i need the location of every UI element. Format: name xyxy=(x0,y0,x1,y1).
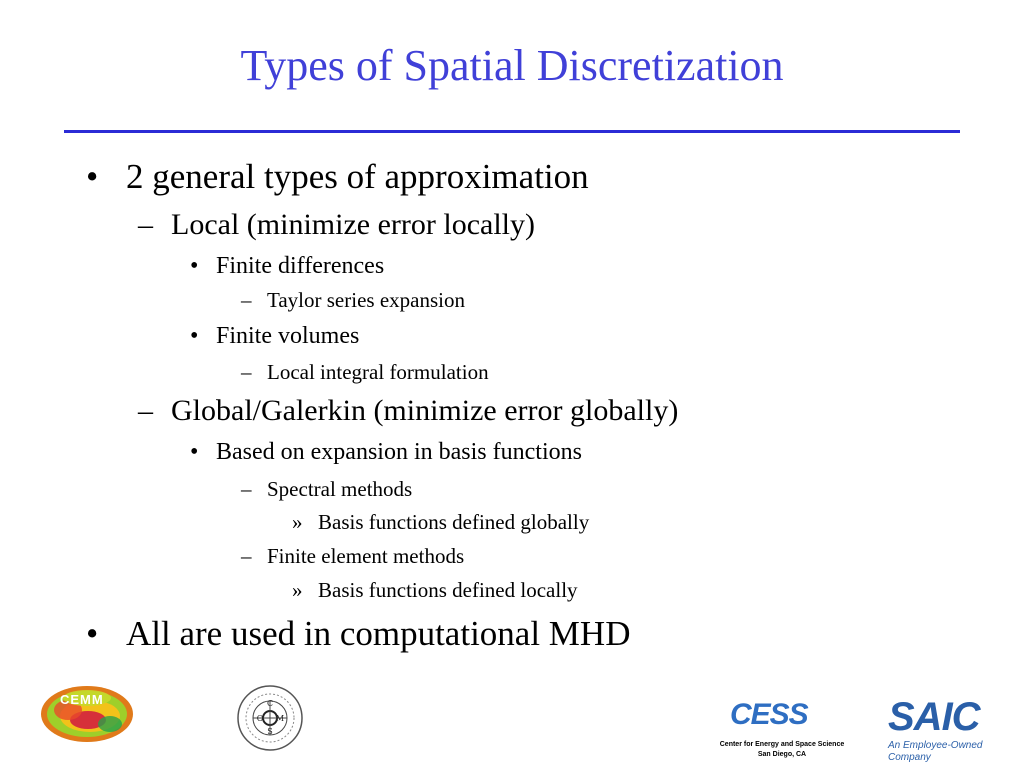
seal-letter: C xyxy=(266,699,274,708)
list-item xyxy=(86,157,589,197)
cemm-torus-graphic xyxy=(38,680,136,746)
list-item xyxy=(241,287,465,313)
cess-wordmark: CESS xyxy=(730,698,808,731)
seal-letter: S xyxy=(267,727,273,736)
cemm-wordmark: CEMM xyxy=(60,692,104,707)
bullet-marker: – xyxy=(241,544,252,568)
list-item xyxy=(190,321,360,351)
cess-caption-line2: San Diego, CA xyxy=(757,751,807,758)
list-item xyxy=(241,543,465,569)
bullet-marker: – xyxy=(241,288,252,312)
bullet-marker: – xyxy=(138,394,153,427)
list-item-text: Finite differences xyxy=(216,253,385,279)
bullet-marker: • xyxy=(86,614,99,653)
list-item-text: Basis functions defined globally xyxy=(318,510,590,534)
seal-letter: O xyxy=(256,714,264,723)
cemm-logo xyxy=(38,680,136,746)
list-item xyxy=(138,207,535,243)
bullet-marker: • xyxy=(190,323,199,349)
bullet-marker: • xyxy=(190,439,199,465)
cmso-seal xyxy=(236,684,304,752)
list-item-text: Global/Galerkin (minimize error globally) xyxy=(171,394,679,427)
list-item-text: Based on expansion in basis functions xyxy=(216,439,582,465)
list-item xyxy=(241,359,489,385)
list-item xyxy=(86,614,631,654)
list-item xyxy=(292,509,590,535)
bullet-marker: – xyxy=(138,208,153,241)
saic-tagline: An Employee-Owned Company xyxy=(888,740,983,763)
list-item-text: Spectral methods xyxy=(267,477,413,501)
cmso-seal-graphic xyxy=(236,684,304,752)
bullet-marker: – xyxy=(241,477,252,501)
cess-caption-line1: Center for Energy and Space Science xyxy=(719,741,845,748)
bullet-marker: – xyxy=(241,360,252,384)
list-item-text: Local (minimize error locally) xyxy=(171,208,535,241)
list-item-text: Basis functions defined locally xyxy=(318,578,578,602)
list-item xyxy=(190,437,582,467)
bullet-marker: • xyxy=(190,253,199,279)
seal-letter: M xyxy=(275,714,285,723)
list-item xyxy=(138,393,679,429)
list-item xyxy=(190,251,385,281)
list-item xyxy=(241,476,413,502)
title-divider xyxy=(64,130,960,133)
bullet-marker: • xyxy=(86,157,99,196)
cess-logo xyxy=(712,686,852,764)
saic-logo xyxy=(888,695,1008,763)
list-item-text: Finite element methods xyxy=(267,544,465,568)
list-item-text: Local integral formulation xyxy=(267,360,489,384)
saic-wordmark: SAIC xyxy=(888,695,980,739)
list-item-text: Finite volumes xyxy=(216,323,360,349)
list-item xyxy=(292,577,578,603)
list-item-text: All are used in computational MHD xyxy=(126,614,631,653)
list-item-text: 2 general types of approximation xyxy=(126,157,589,196)
bullet-marker: » xyxy=(292,510,303,534)
slide-title: Types of Spatial Discretization xyxy=(240,41,784,90)
bullet-marker: » xyxy=(292,578,303,602)
list-item-text: Taylor series expansion xyxy=(267,288,465,312)
